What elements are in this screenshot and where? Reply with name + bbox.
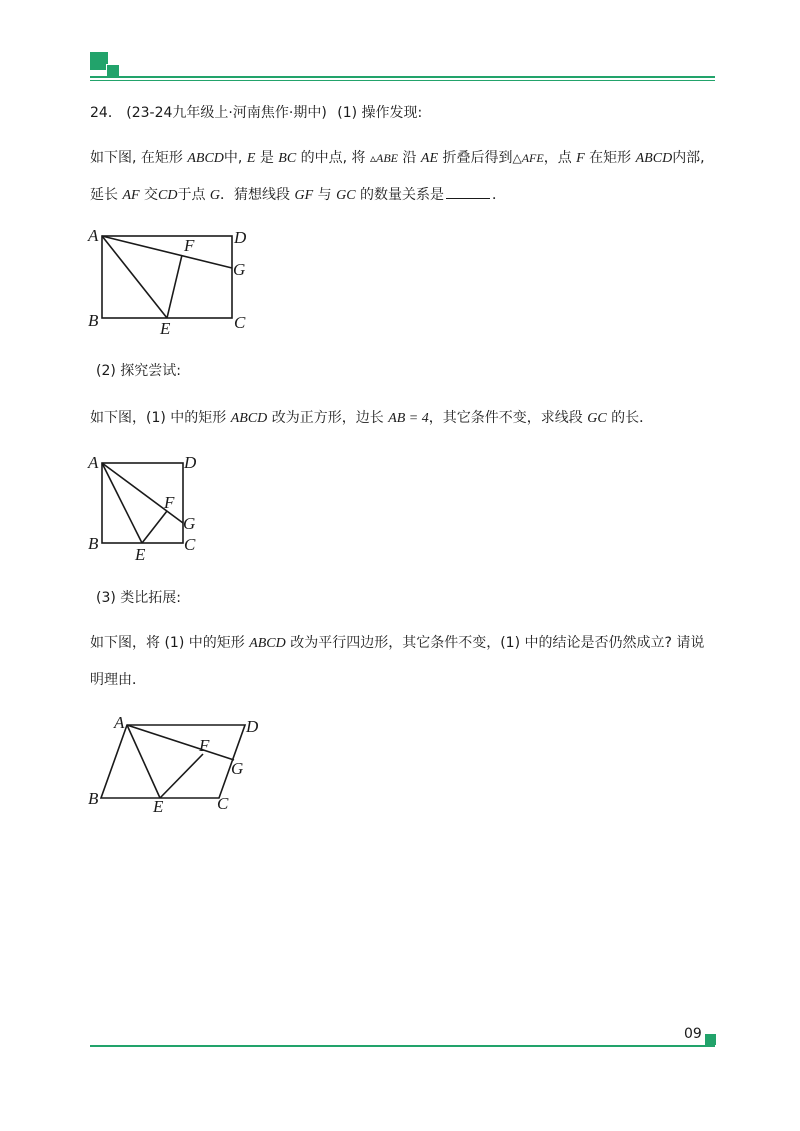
- text-segment: 的中点, 将: [300, 150, 366, 166]
- label-c: C: [217, 794, 229, 813]
- problem-header: [90, 103, 422, 123]
- label-g: G: [231, 759, 244, 778]
- text-segment: ，点: [543, 150, 572, 166]
- math-segment-gf: GF: [294, 188, 314, 203]
- figure-parallelogram: [80, 708, 280, 820]
- label-d: D: [234, 228, 247, 247]
- part1-line1: [90, 148, 705, 169]
- header-rule-thick: [90, 76, 715, 78]
- text-segment: ．猜想线段: [220, 187, 291, 203]
- label-b: B: [88, 534, 99, 553]
- label-d: D: [246, 717, 259, 736]
- footer-logo-square: [705, 1034, 716, 1045]
- rect-abcd: [102, 236, 232, 318]
- math-triangle-abe: ▵ABE: [370, 151, 399, 165]
- math-point-e: E: [246, 151, 256, 166]
- part1-title: (1) 操作发现:: [337, 105, 423, 121]
- segment-ef: [160, 754, 203, 798]
- math-triangle-afe: △AFE: [512, 151, 544, 165]
- label-g: G: [233, 260, 246, 279]
- text-segment: 与: [317, 187, 332, 203]
- label-a: A: [88, 453, 99, 472]
- math-segment-gc: GC: [587, 411, 607, 426]
- label-e: E: [160, 319, 171, 338]
- math-rect: ABCD: [230, 411, 268, 426]
- part2-title: (2) 探究尝试:: [96, 363, 181, 379]
- label-b: B: [88, 311, 99, 330]
- text-segment: ，其它条件不变，求线段: [428, 410, 583, 426]
- text-segment: 折叠后得到: [442, 150, 513, 166]
- segment-ef: [142, 511, 167, 543]
- segment-ae: [102, 236, 167, 318]
- label-a: A: [114, 713, 125, 732]
- label-e: E: [135, 545, 146, 564]
- problem-source: (23-24九年级上·河南焦作·期中): [126, 105, 327, 121]
- math-rect: ABCD: [249, 636, 286, 651]
- page-number: 09: [684, 1026, 702, 1042]
- text-segment: 如下图, 在矩形: [90, 150, 183, 166]
- label-a: A: [88, 226, 99, 245]
- segment-ef: [167, 255, 182, 318]
- text-segment: 延长: [90, 187, 118, 203]
- math-segment-gc: GC: [336, 188, 356, 203]
- part3-line1: [90, 633, 704, 654]
- text-segment: 是: [259, 150, 274, 166]
- label-d: D: [184, 453, 197, 472]
- footer-rule: [90, 1045, 715, 1047]
- text-segment: 沿: [402, 150, 417, 166]
- math-rect: ABCD: [635, 151, 673, 166]
- problem-number: 24．: [90, 105, 122, 121]
- text-segment: 如下图，(1) 中的矩形: [90, 410, 227, 426]
- label-c: C: [184, 535, 196, 554]
- segment-ae: [127, 725, 160, 798]
- text-segment: 改为平行四边形，其它条件不变，(1) 中的结论是否仍然成立? 请说: [290, 635, 705, 651]
- math-ab-equals-4: AB = 4: [388, 411, 429, 426]
- segment-ae: [102, 463, 142, 543]
- label-f: F: [184, 236, 195, 255]
- text-segment: ．: [491, 187, 506, 203]
- label-c: C: [234, 313, 246, 332]
- text-segment: 内部,: [672, 150, 705, 166]
- figure-rectangle: [80, 222, 260, 340]
- text-segment: 改为正方形，边长: [271, 410, 384, 426]
- header-rule-thin: [90, 80, 715, 81]
- label-b: B: [88, 789, 99, 808]
- part3-line2: 明理由．: [90, 672, 146, 688]
- parallelogram-abcd: [101, 725, 245, 798]
- math-segment-ae: AE: [420, 151, 439, 166]
- math-segment-cd: CD: [158, 188, 178, 203]
- math-segment-bc: BC: [278, 151, 297, 166]
- segment-ag: [102, 236, 232, 268]
- text-segment: 如下图，将 (1) 中的矩形: [90, 635, 245, 651]
- part1-line2: [90, 185, 506, 206]
- text-segment: 的长．: [611, 410, 654, 426]
- math-segment-af: AF: [122, 188, 140, 203]
- text-segment: 的数量关系是: [359, 187, 444, 203]
- part2-line1: [90, 408, 653, 429]
- answer-blank[interactable]: [446, 186, 490, 199]
- figure-square: [80, 447, 220, 565]
- label-g: G: [183, 514, 196, 533]
- text-segment: 交: [144, 187, 159, 203]
- label-f: F: [164, 493, 175, 512]
- text-segment: 中,: [223, 150, 243, 166]
- text-segment: 于点: [177, 187, 206, 203]
- label-f: F: [199, 736, 210, 755]
- part3-title: (3) 类比拓展:: [96, 590, 181, 606]
- segment-ag: [127, 725, 234, 760]
- label-e: E: [153, 797, 164, 816]
- text-segment: 在矩形: [589, 150, 632, 166]
- math-rect: ABCD: [187, 151, 224, 166]
- math-point-g: G: [209, 188, 221, 203]
- math-point-f: F: [576, 151, 585, 166]
